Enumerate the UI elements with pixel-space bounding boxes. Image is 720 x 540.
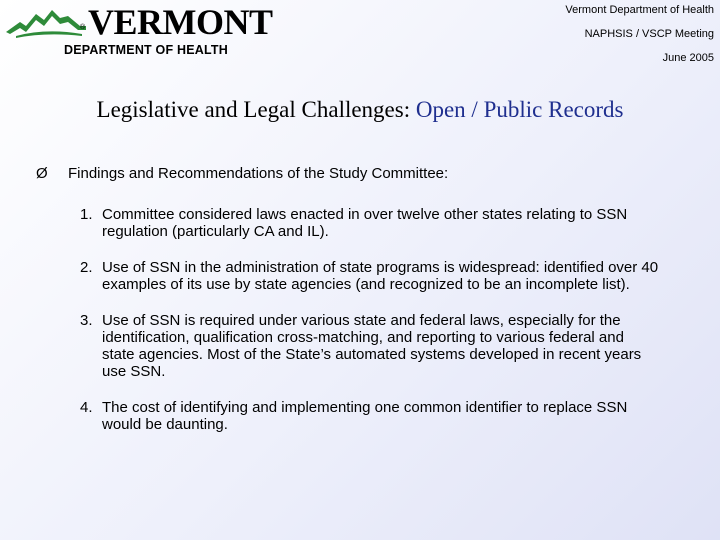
item-text: The cost of identifying and implementing one common identifier to replace SSN would be daunting. xyxy=(102,399,628,433)
header-meta xyxy=(565,4,714,76)
item-text: Committee considered laws enacted in over twelve other states relating to SSN regulation (particularly CA and IL). xyxy=(102,206,628,240)
title-highlight: Open / Public Records xyxy=(415,97,624,122)
logo-subtitle: DEPARTMENT OF HEALTH xyxy=(64,43,228,57)
item-number: 1. xyxy=(80,206,93,223)
item-text: Use of SSN in the administration of state programs is widespread: identified over 40 examples of its use by state agencies (and recognized to be an incomplete list). xyxy=(102,259,659,293)
list-item xyxy=(80,399,660,433)
vermont-health-logo xyxy=(6,2,273,62)
item-text: Use of SSN is required under various state and federal laws, especially for the identification, qualification cross-matching, and reporting to various federal and state agencies. Most of the State’s automated systems developed in recent years use SSN. xyxy=(102,312,642,380)
slide-title xyxy=(0,95,720,125)
logo-wordmark: VERMONT xyxy=(88,2,273,42)
bullet-text: Findings and Recommendations of the Study Committee: xyxy=(68,165,449,182)
header-date: June 2005 xyxy=(662,52,714,64)
mountain-logo-icon xyxy=(6,2,86,42)
item-number: 3. xyxy=(80,312,93,329)
header-meeting: NAPHSIS / VSCP Meeting xyxy=(584,28,714,40)
bullet-arrow-icon: Ø xyxy=(36,165,48,182)
main-bullet xyxy=(36,164,448,183)
findings-list xyxy=(80,206,660,452)
title-prefix: Legislative and Legal Challenges: xyxy=(96,97,411,122)
list-item xyxy=(80,206,660,240)
item-number: 2. xyxy=(80,259,93,276)
logo-registered-mark: ® xyxy=(80,24,86,31)
list-item xyxy=(80,312,660,380)
header-organization: Vermont Department of Health xyxy=(565,4,714,16)
list-item xyxy=(80,259,660,293)
item-number: 4. xyxy=(80,399,93,416)
